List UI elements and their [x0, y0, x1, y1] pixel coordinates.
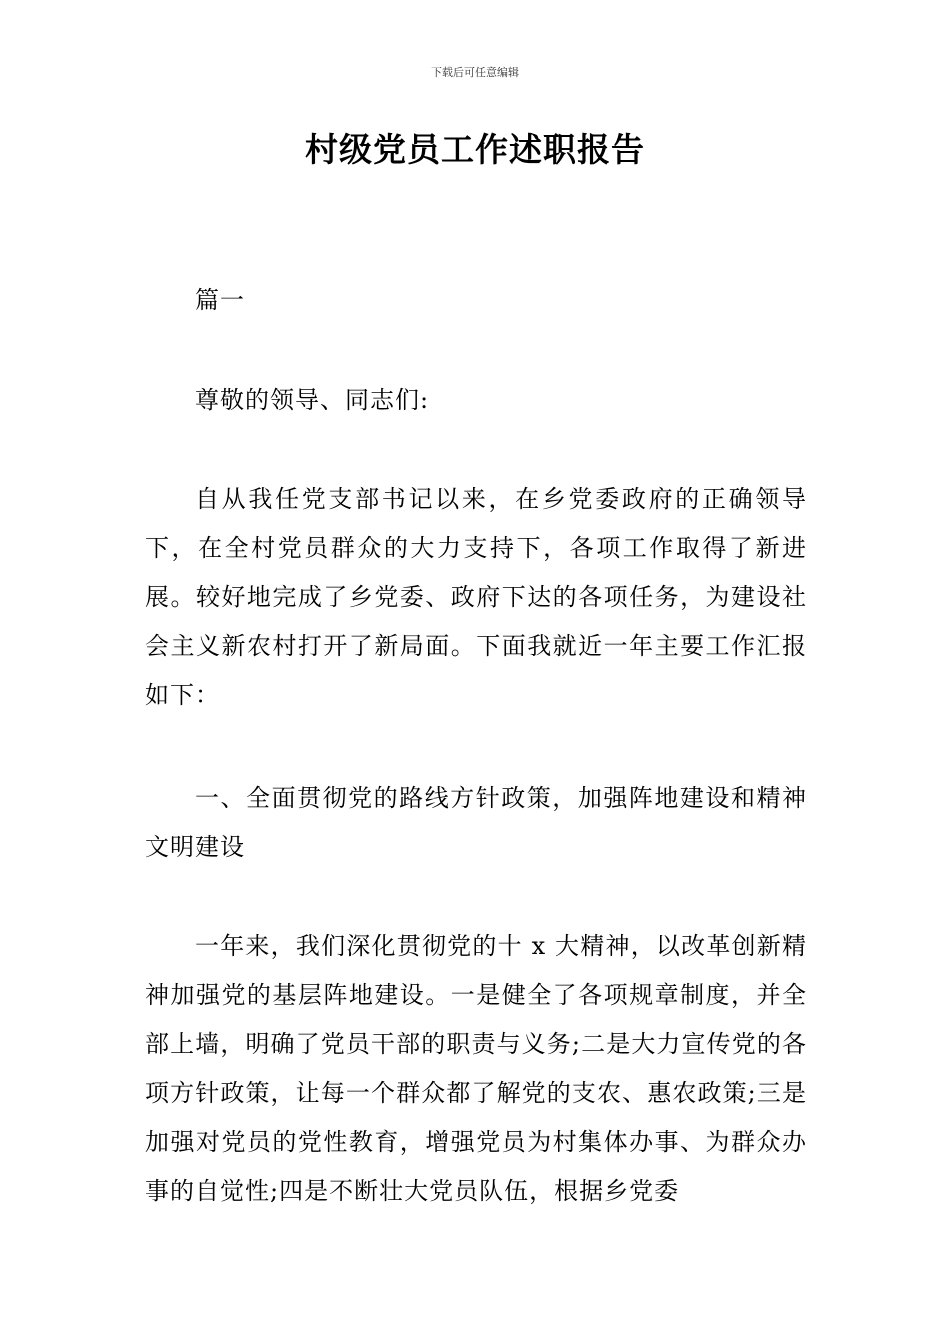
greeting-paragraph: 尊敬的领导、同志们: — [195, 386, 430, 414]
document-title: 村级党员工作述职报告 — [305, 130, 645, 169]
work-paragraph-1: 一年来，我们深化贯彻党的十 x 大精神，以改革创新精神加强党的基层阵地建设。一是健全了各项规章制度，并全部上墙，明确了党员干部的职责与义务;二是大力宣传党的各项方针政策，让每一个群众都了解党的支农、惠农政策;三是加强对党员的党性教育，增强党员为村集体办事、为群众办事的自觉性;四是不断壮大党员队伍，根据乡党委 — [145, 932, 807, 1205]
header-note: 下载后可任意编辑 — [431, 66, 519, 79]
section-heading-1: 一、全面贯彻党的路线方针政策，加强阵地建设和精神文明建设 — [145, 784, 807, 861]
intro-paragraph: 自从我任党支部书记以来，在乡党委政府的正确领导下，在全村党员群众的大力支持下，各项工作取得了新进展。较好地完成了乡党委、政府下达的各项任务，为建设社会主义新农村打开了新局面。下面我就近一年主要工作汇报如下： — [145, 485, 807, 709]
section-label: 篇一 — [195, 286, 245, 314]
